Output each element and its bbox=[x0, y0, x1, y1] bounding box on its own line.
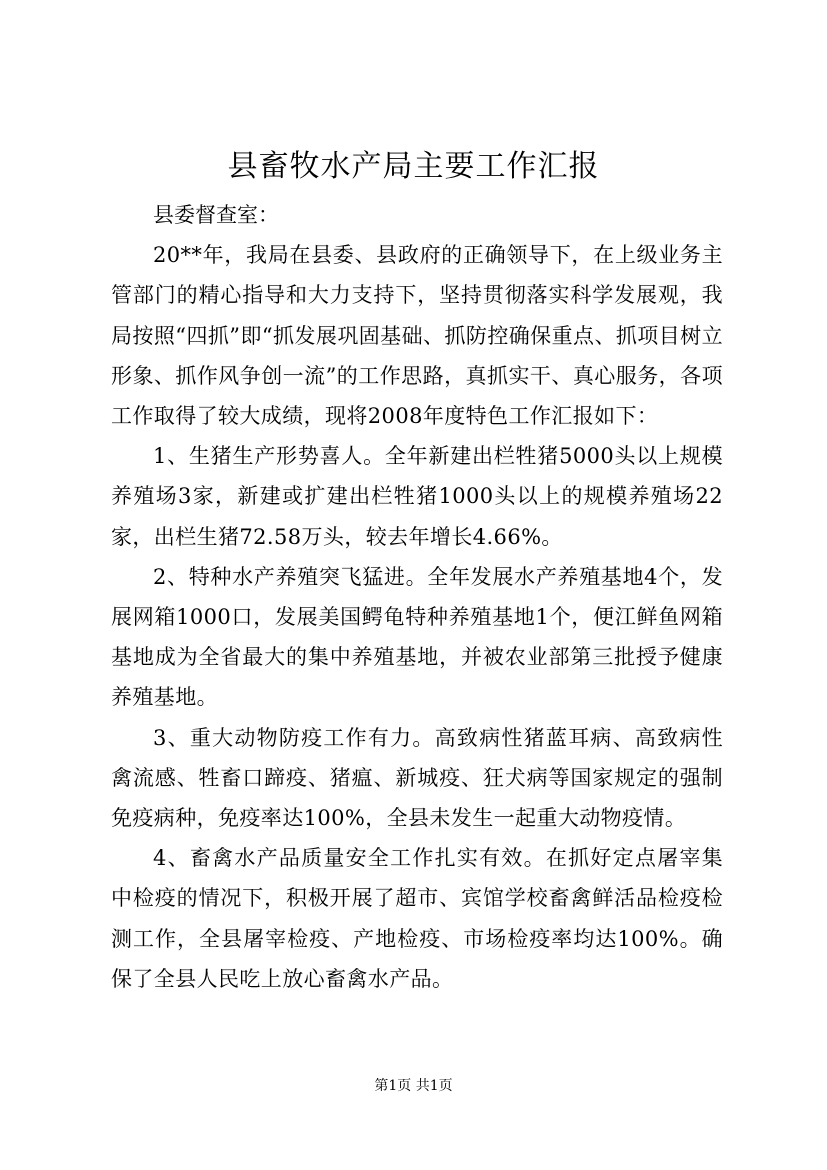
paragraph-item-2: 2、特种水产养殖突飞猛进。全年发展水产养殖基地4个，发展网箱1000口，发展美国鳄龟特种养殖基地1个，便江鲜鱼网箱基地成为全省最大的集中养殖基地，并被农业部第三批授予健康养殖基地。 bbox=[111, 564, 723, 710]
paragraph-item-4: 4、畜禽水产品质量安全工作扎实有效。在抓好定点屠宰集中检疫的情况下，积极开展了超市、宾馆学校畜禽鲜活品检疫检测工作，全县屠宰检疫、产地检疫、市场检疫率均达100%。确保了全县人民吃上放心畜禽水产品。 bbox=[111, 846, 723, 991]
salutation: 县委督查室： bbox=[153, 203, 279, 227]
paragraph-intro: 20**年，我局在县委、县政府的正确领导下，在上级业务主管部门的精心指导和大力支持下，坚持贯彻落实科学发展观，我局按照“四抓”即“抓发展巩固基础、抓防控确保重点、抓项目树立形象、抓作风争创一流”的工作思路，真抓实干、真心服务，各项工作取得了较大成绩，现将2008年度特色工作汇报如下： bbox=[111, 243, 723, 429]
paragraph-item-3: 3、重大动物防疫工作有力。高致病性猪蓝耳病、高致病性禽流感、牲畜口蹄疫、猪瘟、新城疫、狂犬病等国家规定的强制免疫病种，免疫率达100%，全县未发生一起重大动物疫情。 bbox=[111, 725, 723, 831]
document-title: 县畜牧水产局主要工作汇报 bbox=[227, 149, 600, 184]
paragraph-item-1: 1、生猪生产形势喜人。全年新建出栏牲猪5000头以上规模养殖场3家，新建或扩建出栏牲猪1000头以上的规模养殖场22家，出栏生猪72.58万头，较去年增长4.66%。 bbox=[111, 444, 723, 549]
page-number-footer: 第1页 共1页 bbox=[374, 1078, 453, 1094]
document-body bbox=[111, 195, 723, 999]
